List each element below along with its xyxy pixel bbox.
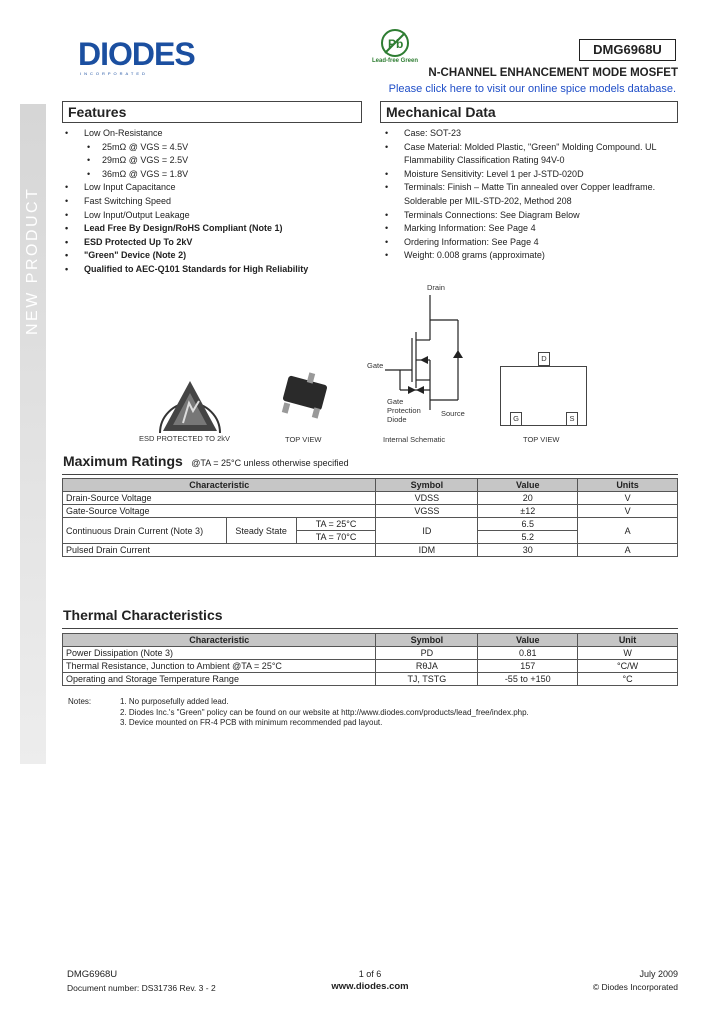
feature-item: • Low On-Resistance [62, 127, 372, 141]
logo-subtitle: INCORPORATED [80, 71, 148, 76]
footer-page-number: 1 of 6 [358, 969, 382, 979]
pinout-caption: TOP VIEW [523, 435, 560, 444]
gate-label: Gate [367, 361, 384, 370]
footer-date: July 2009 [639, 969, 678, 979]
max-ratings-title: Maximum Ratings [63, 453, 183, 469]
cell: -55 to +150 [478, 673, 578, 686]
feature-item: • "Green" Device (Note 2) [62, 249, 372, 263]
note-item: 2. Diodes Inc.'s "Green" policy can be found on our website at http://www.diodes.com/products/lead_free/index.php. [120, 707, 529, 717]
protection-label-1: Gate [387, 397, 404, 406]
note-item: 3. Device mounted on FR-4 PCB with minimum recommended pad layout. [120, 718, 383, 727]
cell: Drain-Source Voltage [63, 492, 376, 505]
col-symbol: Symbol [376, 634, 478, 647]
svg-text:Pb: Pb [388, 37, 404, 51]
notes-label: Notes: [68, 697, 92, 706]
cell: Operating and Storage Temperature Range [63, 673, 376, 686]
footer-copyright: © Diodes Incorporated [592, 982, 678, 992]
notes-list [120, 697, 680, 729]
table-header-row [63, 634, 678, 647]
cell: °C [578, 673, 678, 686]
footer-website[interactable]: www.diodes.com [331, 981, 409, 992]
mechanical-item: • Moisture Sensitivity: Level 1 per J-STD-020D [382, 168, 682, 182]
thermal-title: Thermal Characteristics [63, 607, 223, 623]
cell: Gate-Source Voltage [63, 505, 376, 518]
table-row [63, 505, 678, 518]
mechanical-list [382, 127, 682, 263]
cell: Thermal Resistance, Junction to Ambient @TA = 25°C [63, 660, 376, 673]
cell: PD [376, 647, 478, 660]
cell: VDSS [376, 492, 478, 505]
mechanical-header [380, 101, 678, 123]
cell: V [578, 505, 678, 518]
feature-item: • 29mΩ @ VGS = 2.5V [62, 154, 372, 168]
pin-g: G [510, 412, 522, 426]
mechanical-item: • Terminals Connections: See Diagram Below [382, 209, 682, 223]
footer-doc-number: Document number: DS31736 Rev. 3 - 2 [67, 983, 216, 993]
features-header [62, 101, 362, 123]
feature-item: • Low Input/Output Leakage [62, 209, 372, 223]
protection-label-3: Diode [387, 415, 407, 424]
lead-free-icon [380, 28, 410, 58]
esd-warning-icon [155, 375, 225, 435]
mechanical-item: • Terminals: Finish – Matte Tin annealed over Copper leadframe. Solderable per MIL-STD-202, Method 208 [382, 181, 682, 208]
schematic-caption: Internal Schematic [383, 435, 446, 444]
mechanical-title: Mechanical Data [386, 104, 496, 120]
table-header-row [63, 479, 678, 492]
spice-models-link[interactable]: Please click here to visit our online spice models database. [388, 83, 676, 95]
mechanical-item: • Case: SOT-23 [382, 127, 682, 141]
col-symbol: Symbol [376, 479, 478, 492]
max-ratings-header [62, 451, 678, 475]
cell: RθJA [376, 660, 478, 673]
sot23-package-image [275, 370, 335, 420]
features-list [62, 127, 372, 277]
features-title: Features [68, 104, 127, 120]
diodes-logo: DIODES [78, 36, 195, 72]
cell: 157 [478, 660, 578, 673]
feature-item: • 25mΩ @ VGS = 4.5V [62, 141, 372, 155]
cell: 5.2 [478, 531, 578, 544]
cell: Power Dissipation (Note 3) [63, 647, 376, 660]
cell: Pulsed Drain Current [63, 544, 376, 557]
cell: 20 [478, 492, 578, 505]
note-item: 1. No purposefully added lead. [120, 697, 229, 706]
table-row [63, 518, 678, 531]
cell: ±12 [478, 505, 578, 518]
cell: A [578, 518, 678, 544]
drain-label: Drain [427, 283, 445, 292]
footer-part-number: DMG6968U [67, 969, 118, 980]
mechanical-item: • Weight: 0.008 grams (approximate) [382, 249, 682, 263]
max-ratings-condition: @TA = 25°C unless otherwise specified [191, 458, 349, 468]
cell: A [578, 544, 678, 557]
col-characteristic: Characteristic [63, 634, 376, 647]
thermal-table [62, 633, 678, 686]
table-row [63, 660, 678, 673]
source-label: Source [441, 409, 465, 418]
cell: TA = 70°C [296, 531, 376, 544]
table-row [63, 492, 678, 505]
lead-free-label: Lead-free Green [372, 58, 419, 64]
cell: W [578, 647, 678, 660]
mechanical-item: • Ordering Information: See Page 4 [382, 236, 682, 250]
feature-item: • ESD Protected Up To 2kV [62, 236, 372, 250]
mechanical-item: • Marking Information: See Page 4 [382, 222, 682, 236]
table-row [63, 544, 678, 557]
cell: 6.5 [478, 518, 578, 531]
feature-item: • Low Input Capacitance [62, 181, 372, 195]
table-row [63, 673, 678, 686]
col-value: Value [478, 479, 578, 492]
max-ratings-table [62, 478, 678, 557]
protection-label-2: Protection [387, 406, 421, 415]
table-row [63, 647, 678, 660]
cell: TJ, TSTG [376, 673, 478, 686]
pin-s: S [566, 412, 578, 426]
col-value: Value [478, 634, 578, 647]
device-subtitle: N-CHANNEL ENHANCEMENT MODE MOSFET [428, 67, 678, 79]
cell: VGSS [376, 505, 478, 518]
mechanical-item: • Case Material: Molded Plastic, "Green" Molding Compound. UL Flammability Classification Rating 94V-0 [382, 141, 682, 168]
cell: Continuous Drain Current (Note 3) [63, 518, 227, 544]
new-product-label [24, 317, 42, 335]
cell: IDM [376, 544, 478, 557]
part-number-box: DMG6968U [579, 39, 676, 61]
cell: Steady State [226, 518, 296, 544]
thermal-header [62, 605, 678, 629]
esd-caption: ESD PROTECTED TO 2kV [139, 434, 230, 443]
feature-item: • Lead Free By Design/RoHS Compliant (Note 1) [62, 222, 372, 236]
cell: 30 [478, 544, 578, 557]
cell: 0.81 [478, 647, 578, 660]
package-top-view-caption: TOP VIEW [285, 435, 322, 444]
cell: TA = 25°C [296, 518, 376, 531]
pin-d: D [538, 352, 550, 366]
cell: V [578, 492, 678, 505]
feature-item: • Fast Switching Speed [62, 195, 372, 209]
col-units: Units [578, 479, 678, 492]
col-unit: Unit [578, 634, 678, 647]
feature-item: • Qualified to AEC-Q101 Standards for High Reliability [62, 263, 372, 277]
col-characteristic: Characteristic [63, 479, 376, 492]
cell: °C/W [578, 660, 678, 673]
cell: ID [376, 518, 478, 544]
feature-item: • 36mΩ @ VGS = 1.8V [62, 168, 372, 182]
